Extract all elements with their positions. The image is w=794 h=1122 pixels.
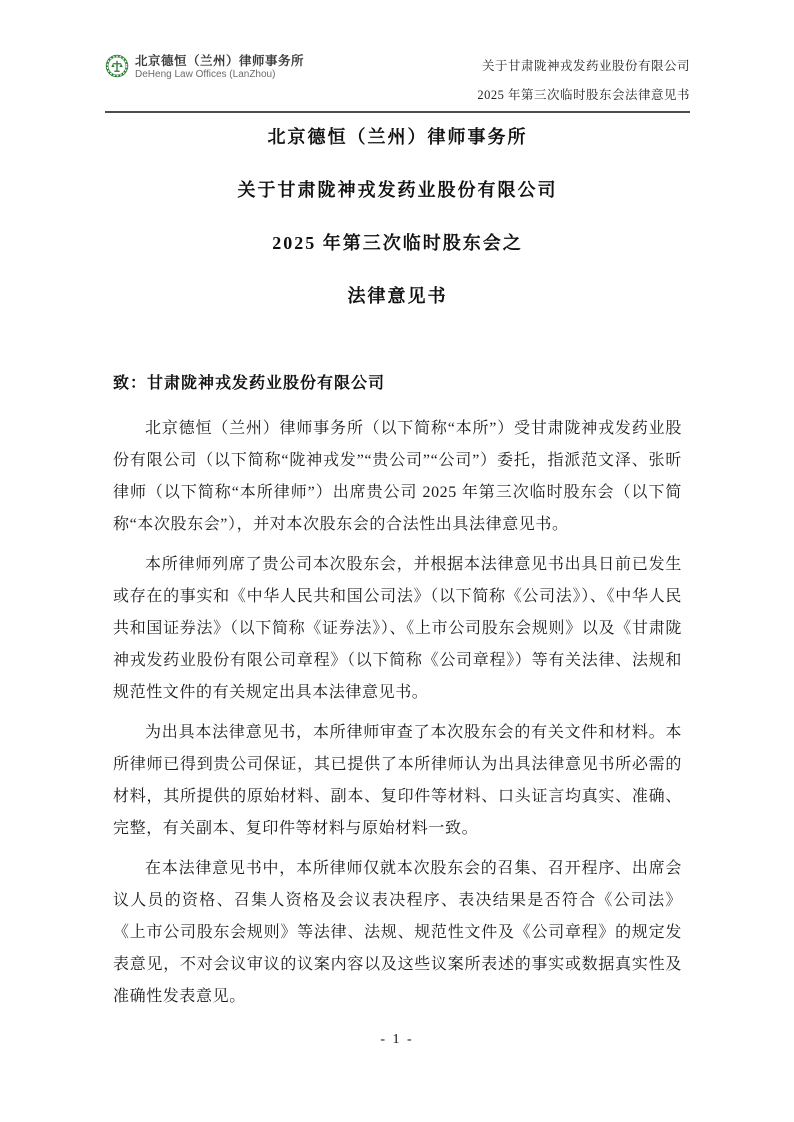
document-title [105,126,690,307]
firm-logo-text [135,54,304,81]
paragraph-legal-basis: 本所律师列席了贵公司本次股东会，并根据本法律意见书出具日前已发生或存在的事实和《中华人民共和国公司法》（以下简称《公司法》）、《中华人民共和国证券法》（以下简称《证券法》）、《上市公司股东会规则》以及《甘肃陇神戎发药业股份有限公司章程》（以下简称《公司章程》）等有关法律、法规和规范性文件的有关规定出具本法律意见书。 [113,556,682,701]
paragraph-scope: 在本法律意见书中，本所律师仅就本次股东会的召集、召开程序、出席会议人员的资格、召集人资格及会议表决程序、表决结果是否符合《公司法》《上市公司股东会规则》等法律、法规、规范性文件及《公司章程》的规定发表意见，不对会议审议的议案内容以及这些议案所表述的事实或数据真实性及准确性发表意见。 [113,860,682,1005]
paragraph-engagement: 北京德恒（兰州）律师事务所（以下简称“本所”）受甘肃陇神戎发药业股份有限公司（以下简称“陇神戎发”“贵公司”“公司”）委托，指派范文泽、张昕律师（以下简称“本所律师”）出席贵公司 2025 年第三次临时股东会（以下简称“本次股东会”），并对本次股东会的合法性出具法律意见书。 [113,420,682,533]
firm-logo [105,52,304,81]
title-line-doctype: 法律意见书 [347,286,448,306]
paragraph-materials: 为出具本法律意见书，本所律师审查了本次股东会的有关文件和材料。本所律师已得到贵公司保证，其已提供了本所律师认为出具法律意见书所必需的材料，其所提供的原始材料、副本、复印件等材料、口头证言均真实、准确、完整，有关副本、复印件等材料与原始材料一致。 [113,724,682,837]
header-doc-ref-line2: 2025 年第三次临时股东会法律意见书 [477,88,690,102]
firm-name-en: DeHeng Law Offices (LanZhou) [135,69,276,80]
title-line-company: 关于甘肃陇神戎发药业股份有限公司 [237,180,558,200]
letterhead-header [105,52,690,113]
header-doc-ref-line1: 关于甘肃陇神戎发药业股份有限公司 [481,59,690,73]
firm-name-cn: 北京德恒（兰州）律师事务所 [135,54,305,68]
header-doc-reference [477,52,690,103]
page-number: - 1 - [380,1032,414,1047]
page-footer [0,1030,794,1048]
addressee-line: 致：甘肃陇神戎发药业股份有限公司 [113,375,386,392]
title-line-firm: 北京德恒（兰州）律师事务所 [267,127,528,147]
document-body [113,373,682,1021]
deheng-emblem-icon [105,54,129,78]
title-line-meeting: 2025 年第三次临时股东会之 [272,233,523,253]
